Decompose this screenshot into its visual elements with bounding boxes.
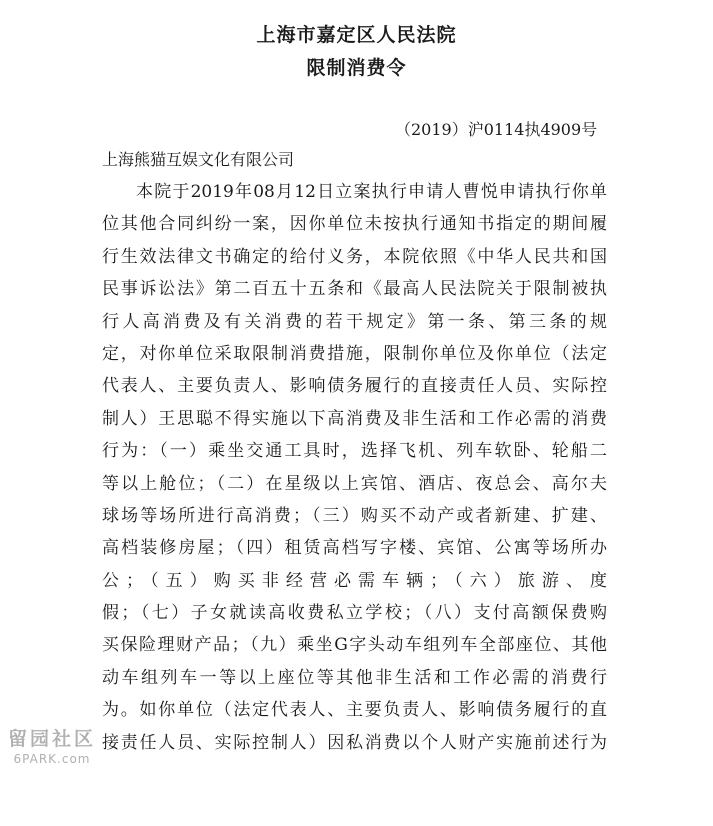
- site-watermark: [6, 724, 98, 766]
- case-number: （2019）沪0114执4909号: [395, 120, 598, 139]
- body-line: 代表人、主要负责人、影响债务履行的直接责任人员、实际控: [102, 376, 607, 397]
- body-line: 高档装修房屋；（四）租赁高档写字楼、宾馆、公寓等场所办: [102, 538, 607, 559]
- body-line: 定，对你单位采取限制消费措施，限制你单位及你单位（法定: [102, 343, 607, 364]
- body-line: 为。如你单位（法定代表人、主要负责人、影响债务履行的直: [102, 700, 607, 721]
- body-line: 民事诉讼法》第二百五十五条和《最高人民法院关于限制被执: [102, 279, 607, 300]
- watermark-latin: 6PARK.com: [13, 752, 91, 766]
- body-line: 位其他合同纠纷一案，因你单位未按执行通知书指定的期间履: [102, 214, 607, 235]
- body-line: 行为：（一）乘坐交通工具时，选择飞机、列车软卧、轮船二: [102, 441, 607, 462]
- body-line: 制人）王思聪不得实施以下高消费及非生活和工作必需的消费: [102, 408, 607, 429]
- body-line: 接责任人员、实际控制人）因私消费以个人财产实施前述行为: [102, 732, 607, 753]
- body-line: 行生效法律文书确定的给付义务，本院依照《中华人民共和国: [102, 246, 607, 267]
- body-line: 假；（七）子女就读高收费私立学校；（八）支付高额保费购: [102, 603, 607, 624]
- watermark-chinese: 留园社区: [7, 728, 96, 750]
- body-line: 行人高消费及有关消费的若干规定》第一条、第三条的规: [102, 311, 607, 332]
- body-line: 球场等场所进行高消费；（三）购买不动产或者新建、扩建、: [102, 505, 607, 526]
- body-line: 买保险理财产品；（九）乘坐G字头动车组列车全部座位、其他: [102, 635, 607, 656]
- order-body: [102, 176, 607, 759]
- body-line: 等以上舱位；（二）在星级以上宾馆、酒店、夜总会、高尔夫: [102, 473, 607, 494]
- recipient: 上海熊猫互娱文化有限公司: [102, 150, 295, 169]
- body-line: 公；（五）购买非经营必需车辆；（六）旅游、度: [102, 570, 607, 591]
- court-name: 上海市嘉定区人民法院: [256, 24, 457, 46]
- body-line: 本院于2019年08月12日立案执行申请人曹悦申请执行你单: [136, 182, 607, 202]
- body-line: 动车组列车一等以上座位等其他非生活和工作必需的消费行: [102, 667, 607, 688]
- document-title: 限制消费令: [306, 57, 407, 79]
